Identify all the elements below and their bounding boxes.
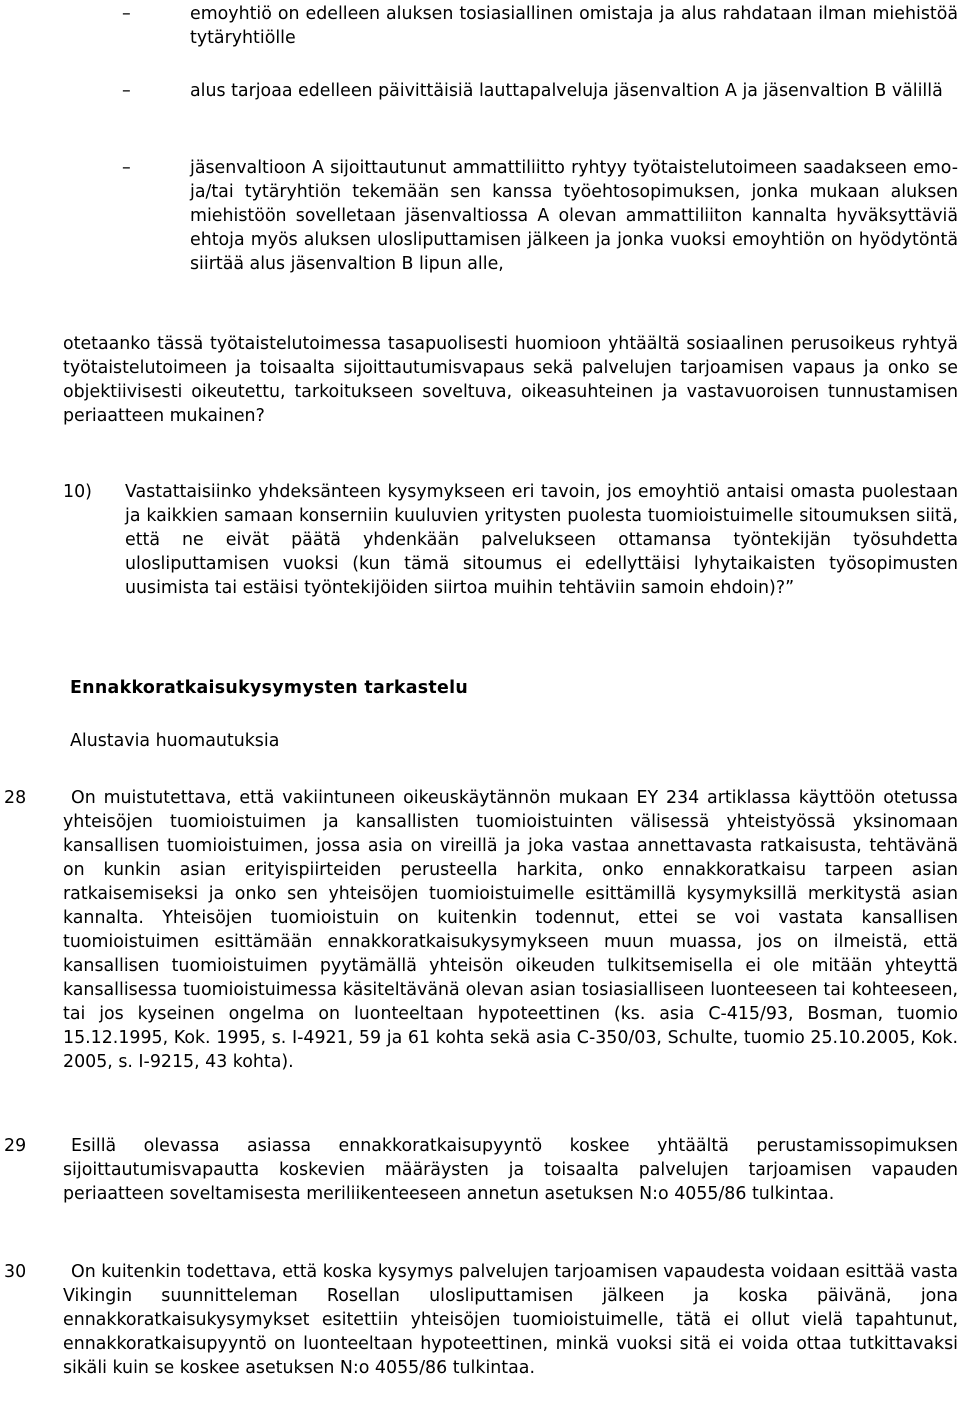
bullet-marker: – (122, 158, 131, 178)
bullet-text: emoyhtiö on edelleen aluksen tosiasiallinen omistaja ja alus rahdataan ilman miehistöä tytäryhtiölle (190, 4, 958, 48)
paragraph-text: On muistutettava, että vakiintuneen oikeuskäytännön mukaan EY 234 artiklassa käyttöön otetussa yhteisöjen tuomioistuimen ja kansallisten tuomioistuinten välisessä yhteistyössä yksinomaan kansallisen tuomioistuimen, jossa asia on vireillä ja joka vastaa annettavasta ratkaisusta, tehtävänä on kunkin asian erityispiirteiden perusteella harkita, onko ennakkoratkaisu tarpeen asian ratkaisemiseksi ja onko sen yhteisöjen tuomioistuimelle esittämillä kysymyksillä merkitystä asian kannalta. Yhteisöjen tuomioistuin on kuitenkin todennut, ettei se voi vastata kansallisen tuomioistuimen esittämään ennakkoratkaisukysymykseen muun muassa, jos on ilmeistä, että kansallisen tuomioistuimen pyytämällä yhteisön oikeuden tulkitsemisella ei ole mitään yhteyttä kansallisessa tuomioistuimessa käsiteltävänä olevan asian tosiasialliseen luonteeseen tai kohteeseen, tai jos kyseinen ongelma on luonteeltaan hypoteettinen (ks. asia C-415/93, Bosman, tuomio 15.12.1995, Kok. 1995, s. I-4921, 59 ja 61 kohta sekä asia C-350/03, Schulte, tuomio 25.10.2005, Kok. 2005, s. I-9215, 43 kohta). (63, 788, 958, 1072)
subheading: Alustavia huomautuksia (70, 731, 280, 751)
bullet-text: jäsenvaltioon A sijoittautunut ammattiliitto ryhtyy työtaistelutoimeen saadakseen emo- ja/tai tytäryhtiön tekemään sen kanssa työehtosopimuksen, jonka mukaan aluksen miehistöön sovelletaan jäsenvaltiossa A olevan ammattiliiton kannalta hyväksyttäviä ehtoja myös aluksen ulosliputtamisen jälkeen ja jonka vuoksi emoyhtiön on hyödytöntä siirtää alus jäsenvaltion B lipun alle, (190, 158, 958, 274)
question-continuation: otetaanko tässä työtaistelutoimessa tasapuolisesti huomioon yhtäältä sosiaalinen perusoikeus ryhtyä työtaistelutoimeen ja toisaalta sijoittautumisvapaus sekä palvelujen tarjoamisen vapaus ja onko se objektiivisesti oikeutettu, tarkoitukseen soveltuva, oikeasuhteinen ja vastavuoroisen tunnustamisen periaatteen mukainen? (63, 334, 958, 426)
paragraph-text: On kuitenkin todettava, että koska kysymys palvelujen tarjoamisen vapaudesta voidaan esittää vasta Vikingin suunnitteleman Rosellan ulosliputtamisen jälkeen ja koska päivänä, jona ennakkoratkaisukysymykset esitettiin yhteisöjen tuomioistuimelle, tätä ei ollut vielä tapahtunut, ennakkoratkaisupyyntö on luonteeltaan hypoteettinen, minkä vuoksi sitä ei voida ottaa tutkittavaksi sikäli kuin se koskee asetuksen N:o 4055/86 tulkintaa. (63, 1262, 958, 1378)
bullet-text: alus tarjoaa edelleen päivittäisiä lauttapalveluja jäsenvaltion A ja jäsenvaltion B välillä (190, 81, 943, 101)
paragraph-text: Esillä olevassa asiassa ennakkoratkaisupyyntö koskee yhtäältä perustamissopimuksen sijoittautumisvapautta koskevien määräysten ja toisaalta palvelujen tarjoamisen vapauden periaatteen soveltamisesta meriliikenteeseen annetun asetuksen N:o 4055/86 tulkintaa. (63, 1136, 958, 1204)
section-heading: Ennakkoratkaisukysymysten tarkastelu (70, 678, 469, 698)
bullet-marker: – (122, 81, 131, 101)
paragraph-number: 29 (4, 1136, 27, 1156)
bullet-marker: – (122, 4, 131, 24)
question-number: 10) (63, 482, 92, 502)
paragraph-number: 30 (4, 1262, 27, 1282)
paragraph-number: 28 (4, 788, 27, 808)
question-text: Vastattaisiinko yhdeksänteen kysymykseen eri tavoin, jos emoyhtiö antaisi omasta puolestaan ja kaikkien samaan konserniin kuuluvien yritysten puolesta tuomioistuimelle sitoumuksen siitä, että ne eivät päätä yhdenkään palvelukseen ottamansa työntekijän työsuhdetta ulosliputtamisen vuoksi (kun tämä sitoumus ei edellyttäisi lyhytaikaisten työsopimusten uusimista tai estäisi työntekijöiden siirtoa muihin tehtäviin samoin ehdoin)?” (125, 482, 958, 598)
